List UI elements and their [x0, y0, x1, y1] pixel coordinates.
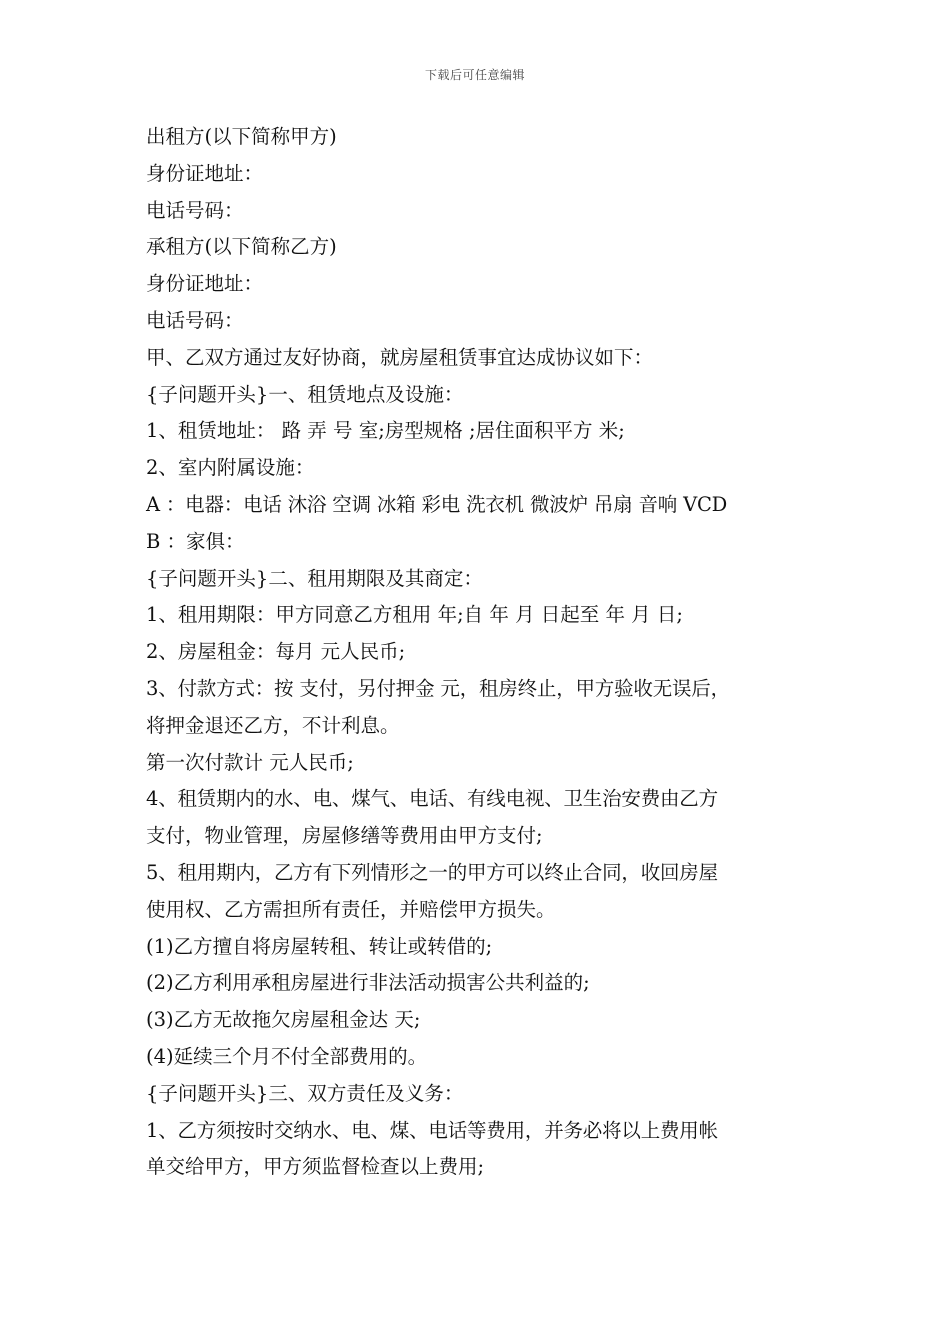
clause-line: B ：家俱： — [146, 529, 245, 553]
clause-line: 3、付款方式：按 支付，另付押金 元，租房终止，甲方验收无误后， — [146, 676, 730, 700]
clause-line: 2、房屋租金：每月 元人民币; — [146, 640, 406, 664]
clause-line: 5、租用期内，乙方有下列情形之一的甲方可以终止合同，收回房屋 — [146, 860, 718, 884]
clause-line: 将押金退还乙方，不计利息。 — [146, 713, 400, 737]
agreement-intro: 甲、乙双方通过友好协商，就房屋租赁事宜达成协议如下： — [146, 345, 654, 369]
contract-body — [146, 119, 810, 1186]
clause-line: (1)乙方擅自将房屋转租、转让或转借的; — [146, 934, 493, 958]
clause-line: (4)延续三个月不付全部费用的。 — [146, 1044, 428, 1068]
clause-line: (3)乙方无故拖欠房屋租金达 天; — [146, 1008, 421, 1032]
lessor-phone: 电话号码： — [146, 198, 244, 222]
clause-line: 支付，物业管理，房屋修缮等费用由甲方支付; — [146, 824, 543, 848]
lessee-heading: 承租方(以下简称乙方) — [146, 235, 337, 259]
clause-line: A ：电器：电话 沐浴 空调 冰箱 彩电 洗衣机 微波炉 吊扇 音响 VCD — [146, 492, 728, 516]
section-heading-3: {子问题开头}三、双方责任及义务： — [146, 1081, 464, 1105]
lessor-id-address: 身份证地址： — [146, 161, 264, 185]
clause-line: (2)乙方利用承租房屋进行非法活动损害公共利益的; — [146, 971, 590, 995]
clause-line: 1、乙方须按时交纳水、电、煤、电话等费用，并务必将以上费用帐 — [146, 1118, 718, 1142]
clause-line: 使用权、乙方需担所有责任，并赔偿甲方损失。 — [146, 897, 556, 921]
lessee-phone: 电话号码： — [146, 308, 244, 332]
clause-line: 1、租赁地址： 路 弄 号 室;房型规格 ;居住面积平方 米; — [146, 419, 625, 443]
lessee-id-address: 身份证地址： — [146, 272, 264, 296]
clause-line: 单交给甲方，甲方须监督检查以上费用; — [146, 1155, 485, 1179]
clause-line: 4、租赁期内的水、电、煤气、电话、有线电视、卫生治安费由乙方 — [146, 787, 718, 811]
clause-line: 1、租用期限：甲方同意乙方租用 年;自 年 月 日起至 年 月 日; — [146, 603, 683, 627]
clause-line: 第一次付款计 元人民币; — [146, 750, 354, 774]
section-heading-2: {子问题开头}二、租用期限及其商定： — [146, 566, 483, 590]
clause-line: 2、室内附属设施： — [146, 456, 315, 480]
header-note: 下载后可任意编辑 — [424, 68, 525, 82]
section-heading-1: {子问题开头}一、租赁地点及设施： — [146, 382, 464, 406]
lessor-heading: 出租方(以下简称甲方) — [146, 125, 337, 148]
